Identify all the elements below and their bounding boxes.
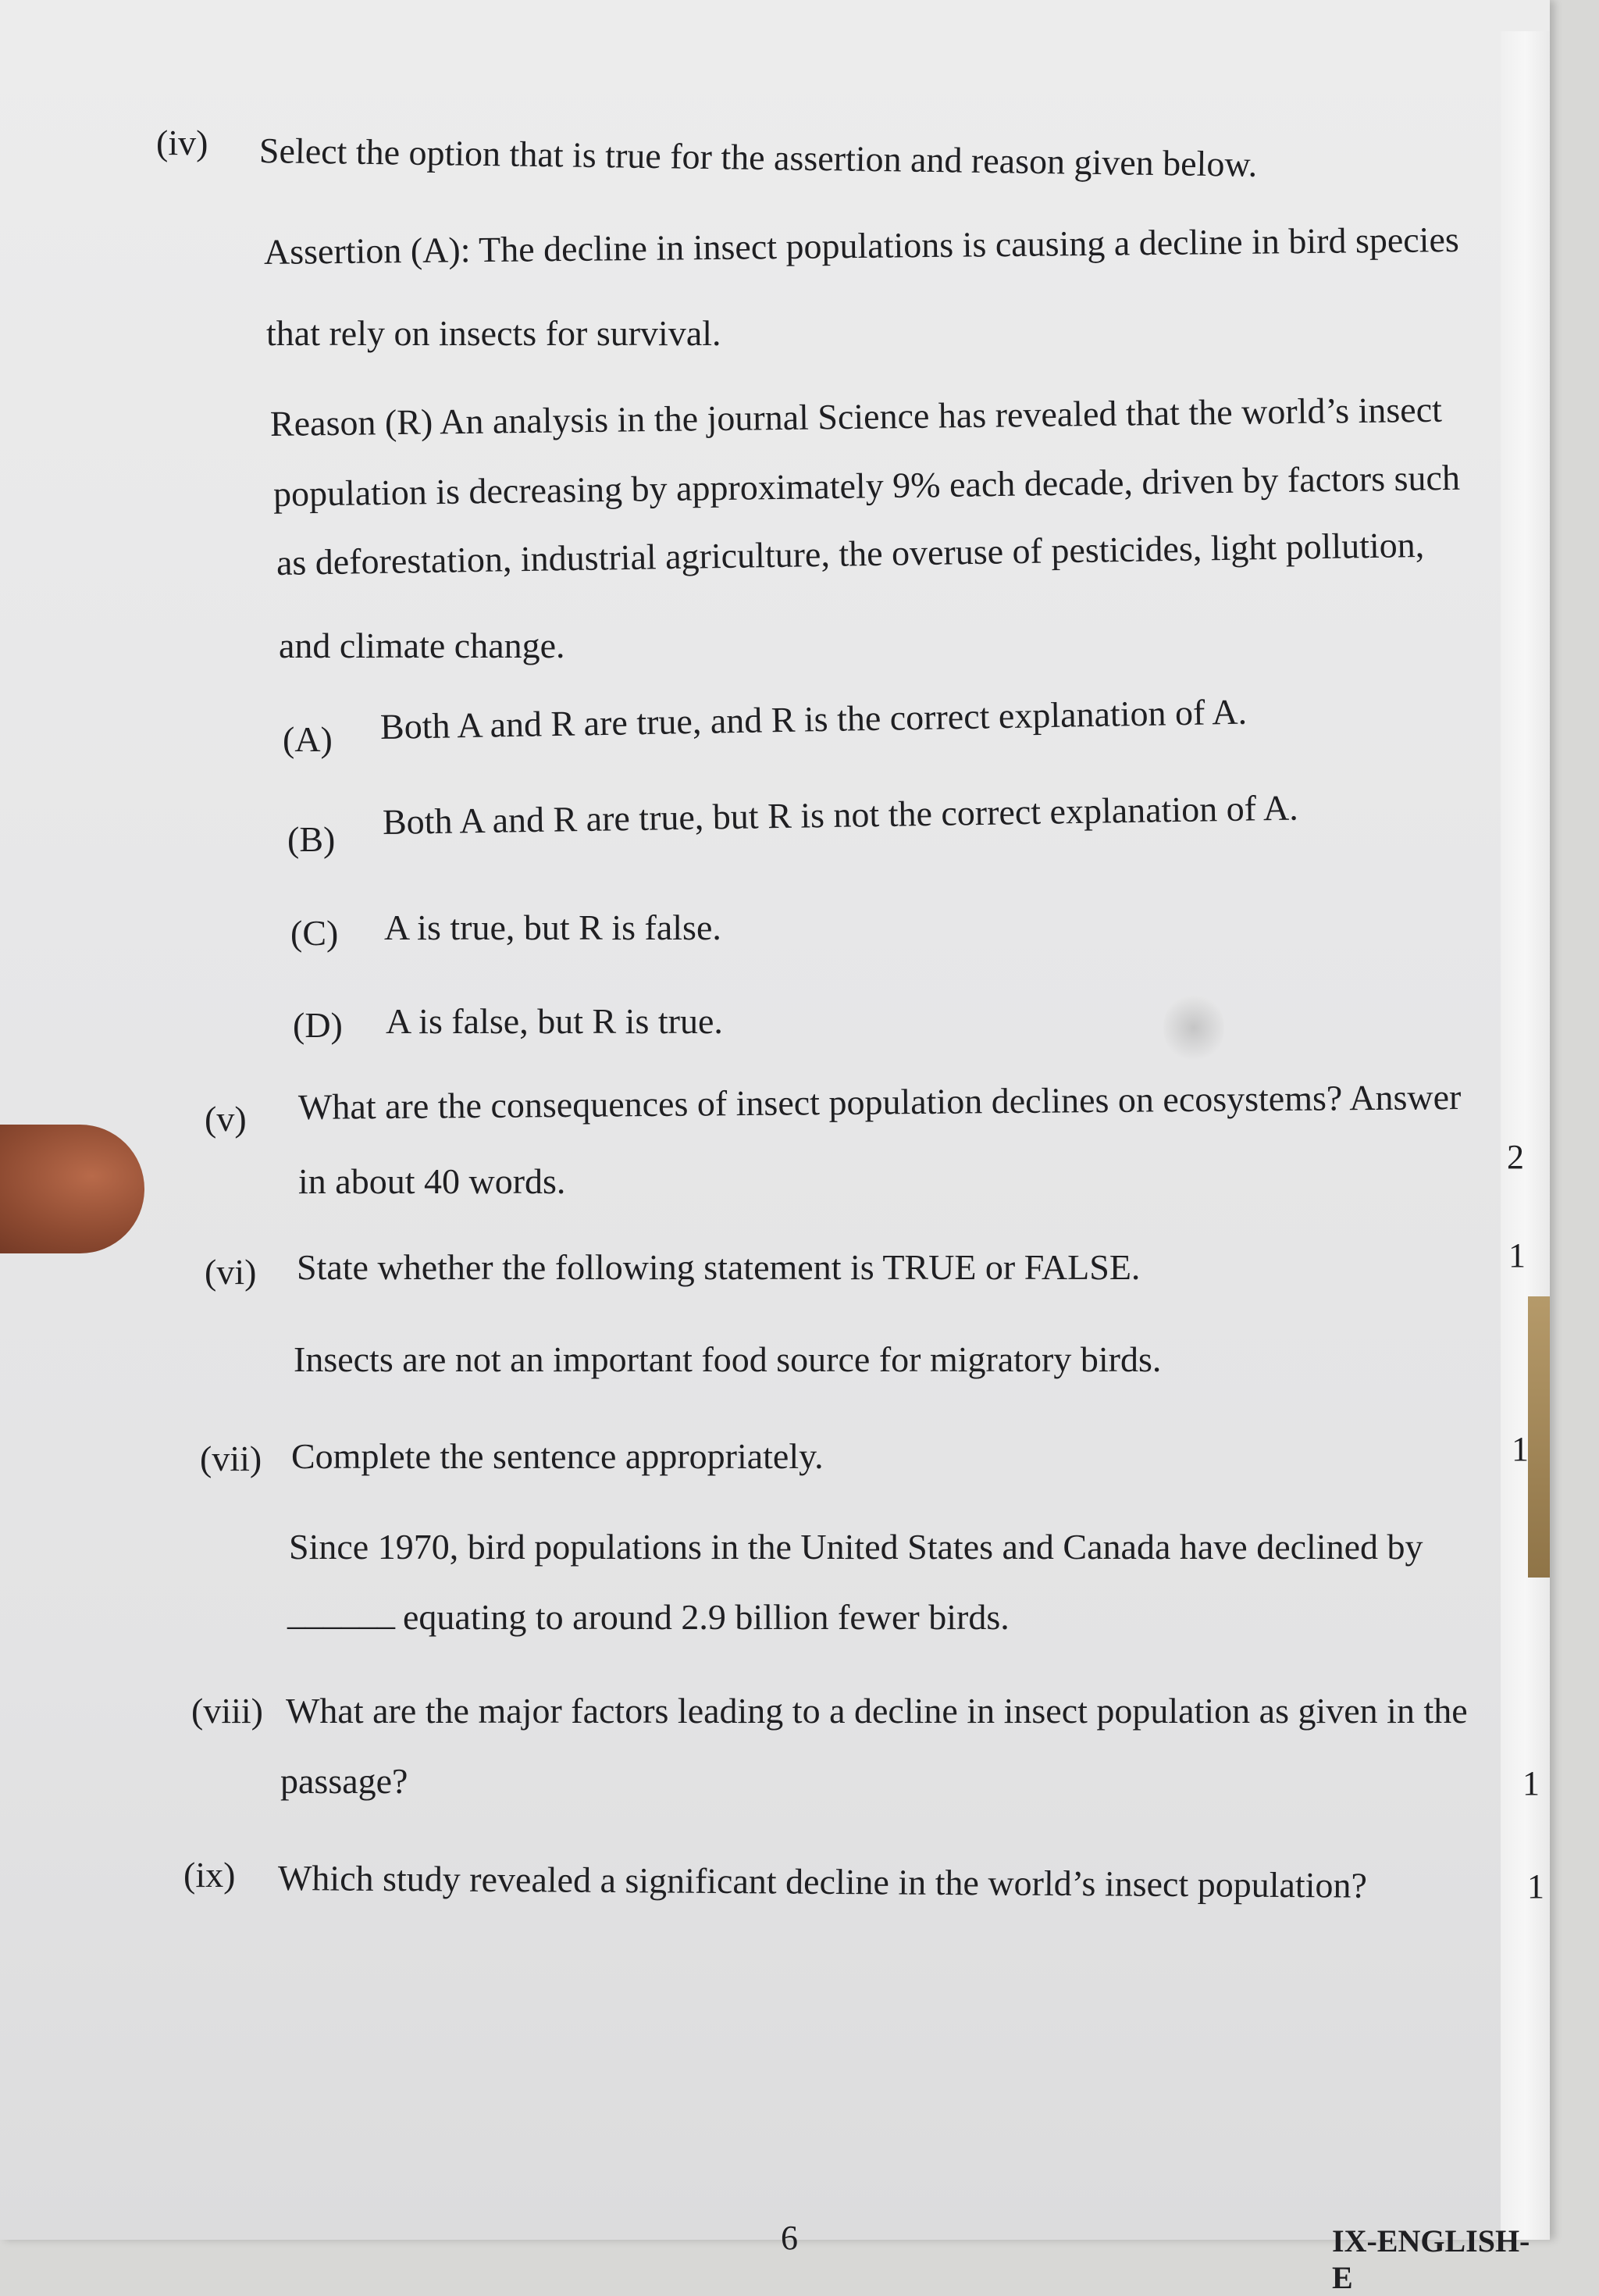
- question-viii-line-2: passage?: [280, 1761, 408, 1801]
- option-c-label: (C): [290, 913, 339, 953]
- question-vii-line-1: Complete the sentence appropriately.: [291, 1436, 824, 1476]
- question-vi-line-2: Insects are not an important food source for migratory birds.: [294, 1339, 1162, 1379]
- paper-code: IX-ENGLISH-E: [1332, 2223, 1530, 2295]
- page-number: 6: [781, 2219, 798, 2257]
- option-b-text: Both A and R are true, but R is not the correct explanation of A.: [382, 787, 1299, 842]
- reason-line-1: Reason (R) An analysis in the journal Science has revealed that the world’s insect: [269, 389, 1443, 444]
- question-ix-line-1: Which study revealed a significant decline in the world’s insect population?: [277, 1858, 1368, 1906]
- question-iv-number: (iv): [156, 123, 208, 162]
- reason-line-3: as deforestation, industrial agriculture, the overuse of pesticides, light pollution,: [276, 524, 1425, 583]
- option-a-label: (A): [283, 719, 333, 759]
- table-edge: [1528, 1296, 1550, 1578]
- question-viii-marks: 1: [1522, 1764, 1540, 1802]
- question-vii-blank: ______: [287, 1592, 395, 1632]
- question-vii-number: (vii): [200, 1439, 262, 1478]
- question-vii-marks: 1: [1512, 1430, 1529, 1468]
- option-d-text: A is false, but R is true.: [386, 1001, 723, 1041]
- page-edge: [1501, 31, 1550, 2240]
- question-vii-line-2: Since 1970, bird populations in the United States and Canada have declined by: [289, 1527, 1423, 1567]
- question-viii-number: (viii): [191, 1691, 263, 1731]
- reason-line-2: population is decreasing by approximately 9% each decade, driven by factors such: [272, 457, 1461, 514]
- question-vi-line-1: State whether the following statement is TRUE or FALSE.: [297, 1247, 1141, 1287]
- question-ix-number: (ix): [183, 1855, 236, 1895]
- reason-line-4: and climate change.: [279, 626, 565, 665]
- assertion-line-1: Assertion (A): The decline in insect populations is causing a decline in bird species: [263, 219, 1460, 272]
- question-ix-marks: 1: [1527, 1867, 1544, 1906]
- question-v-line-1: What are the consequences of insect population declines on ecosystems? Answer: [297, 1077, 1462, 1127]
- question-vi-marks: 1: [1508, 1236, 1526, 1275]
- question-v-marks: 2: [1507, 1138, 1524, 1176]
- option-d-label: (D): [293, 1005, 343, 1045]
- question-viii-line-1: What are the major factors leading to a decline in insect population as given in the: [286, 1691, 1468, 1731]
- assertion-line-2: that rely on insects for survival.: [266, 313, 721, 353]
- option-c-text: A is true, but R is false.: [384, 907, 721, 947]
- question-vii-line-3: equating to around 2.9 billion fewer birds.: [403, 1597, 1010, 1637]
- question-v-number: (v): [205, 1099, 247, 1139]
- thumb: [0, 1125, 144, 1253]
- option-a-text: Both A and R are true, and R is the correct explanation of A.: [379, 691, 1248, 747]
- paper-smudge: [1163, 992, 1224, 1064]
- question-v-line-2: in about 40 words.: [298, 1161, 566, 1201]
- option-b-label: (B): [287, 819, 336, 859]
- question-iv-prompt: Select the option that is true for the assertion and reason given below.: [258, 130, 1258, 184]
- question-vi-number: (vi): [205, 1252, 257, 1292]
